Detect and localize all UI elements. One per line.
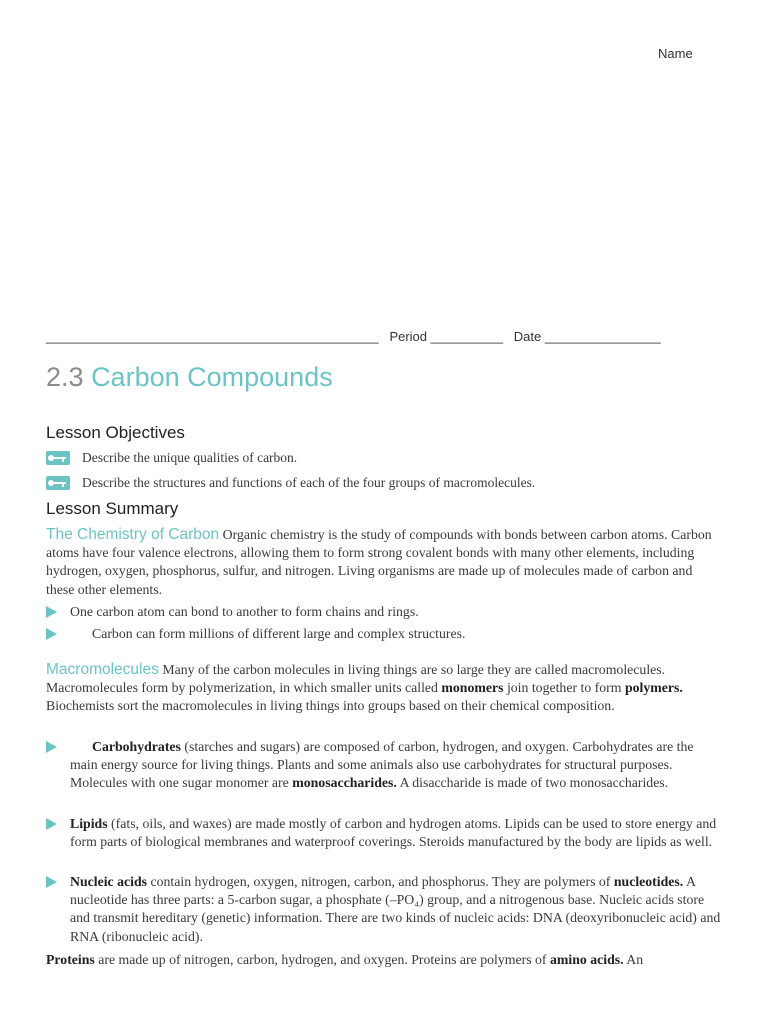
chemistry-heading: The Chemistry of Carbon [46, 526, 220, 543]
term-monomers: monomers [441, 680, 504, 696]
term-nucleic-acids: Nucleic acids [70, 874, 148, 889]
section-title: Carbon Compounds [91, 362, 333, 392]
triangle-bullet-icon [46, 741, 57, 753]
key-icon [46, 451, 70, 465]
macro-body-2: join together to form [506, 680, 622, 696]
macromolecules-heading: Macromolecules [46, 661, 159, 678]
proteins-text-1: are made up of nitrogen, carbon, hydrogen, and oxygen. Proteins are polymers of [98, 952, 547, 967]
list-item [46, 873, 722, 946]
page-title [46, 362, 333, 393]
term-polymers: polymers. [624, 680, 683, 696]
bullet-text: Carbon can form millions of different large and complex structures. [92, 626, 466, 641]
triangle-bullet-icon [46, 628, 57, 640]
proteins-paragraph [46, 951, 722, 969]
name-label: Name [658, 46, 693, 61]
header-fields [46, 329, 661, 344]
carbs-text-1: (starches and sugars) are composed of carbon, hydrogen, and oxygen. Carbohydrates are the main energy source for living things. Plants and some animals also use carbohydrates for structural purposes. Molecules with one sugar monomer are [70, 739, 694, 791]
objectives-heading: Lesson Objectives [46, 423, 185, 442]
triangle-bullet-icon [46, 818, 57, 830]
period-label: Period [389, 329, 428, 344]
chemistry-paragraph [46, 526, 722, 599]
objective-text: Describe the unique qualities of carbon. [82, 450, 298, 465]
term-proteins: Proteins [46, 952, 95, 967]
macro-body-3: Biochemists sort the macromolecules in living things into groups based on their chemical composition. [46, 698, 615, 714]
objective-text: Describe the structures and functions of each of the four groups of macromolecules. [82, 475, 536, 490]
list-item [46, 625, 722, 643]
date-label: Date [513, 329, 542, 344]
bullet-text [70, 815, 722, 851]
nucleic-text-1: contain hydrogen, oxygen, nitrogen, carbon, and phosphorus. They are polymers of [150, 874, 611, 889]
summary-heading: Lesson Summary [46, 499, 179, 518]
nucleic-text-2: A nucleotide has three parts: a 5-carbon sugar, a phosphate (–PO₄) group, and a nitrogenous base. Nucleic acids store and transmit hereditary (genetic) information. There are two kinds of nucleic acids: DNA (deoxyribonucleic acid) and RNA (ribonucleic acid). [70, 874, 721, 944]
name-blank[interactable]: ______________________________________________ [46, 329, 379, 344]
macro-body-1: Many of the carbon molecules in living things are so large they are called macromolecules. Macromolecules form by polymerization, in which smaller units called [46, 662, 666, 696]
proteins-text-2: An [626, 952, 644, 967]
period-blank[interactable]: __________ [430, 329, 503, 344]
carbs-text-2: A disaccharide is made of two monosaccharides. [399, 775, 669, 791]
bullet-text: One carbon atom can bond to another to form chains and rings. [70, 604, 419, 619]
term-amino-acids: amino acids. [549, 952, 624, 967]
date-blank[interactable]: ________________ [544, 329, 661, 344]
list-item [46, 738, 722, 793]
list-item [46, 603, 722, 621]
key-icon [46, 476, 70, 490]
term-lipids: Lipids [70, 816, 108, 831]
macromolecules-paragraph [46, 661, 722, 716]
bullet-text [70, 873, 722, 946]
bullet-text [70, 738, 722, 793]
lipids-text: (fats, oils, and waxes) are made mostly of carbon and hydrogen atoms. Lipids can be used to store energy and form parts of biological membranes and waterproof coverings. Steroids manufactured by the body are lipids as well. [70, 816, 717, 850]
section-number: 2.3 [46, 362, 84, 392]
chemistry-body: Organic chemistry is the study of compounds with bonds between carbon atoms. Carbon atoms have four valence electrons, allowing them to form strong covalent bonds with many other elements, including hydrogen, oxygen, phosphorus, sulfur, and nitrogen. Living organisms are made up of molecules made of carbon and these other elements. [46, 527, 712, 597]
triangle-bullet-icon [46, 606, 57, 618]
term-nucleotides: nucleotides. [613, 874, 684, 889]
term-monosaccharides: monosaccharides. [292, 775, 397, 791]
term-carbohydrates: Carbohydrates [92, 739, 181, 754]
triangle-bullet-icon [46, 876, 57, 888]
list-item [46, 815, 722, 851]
